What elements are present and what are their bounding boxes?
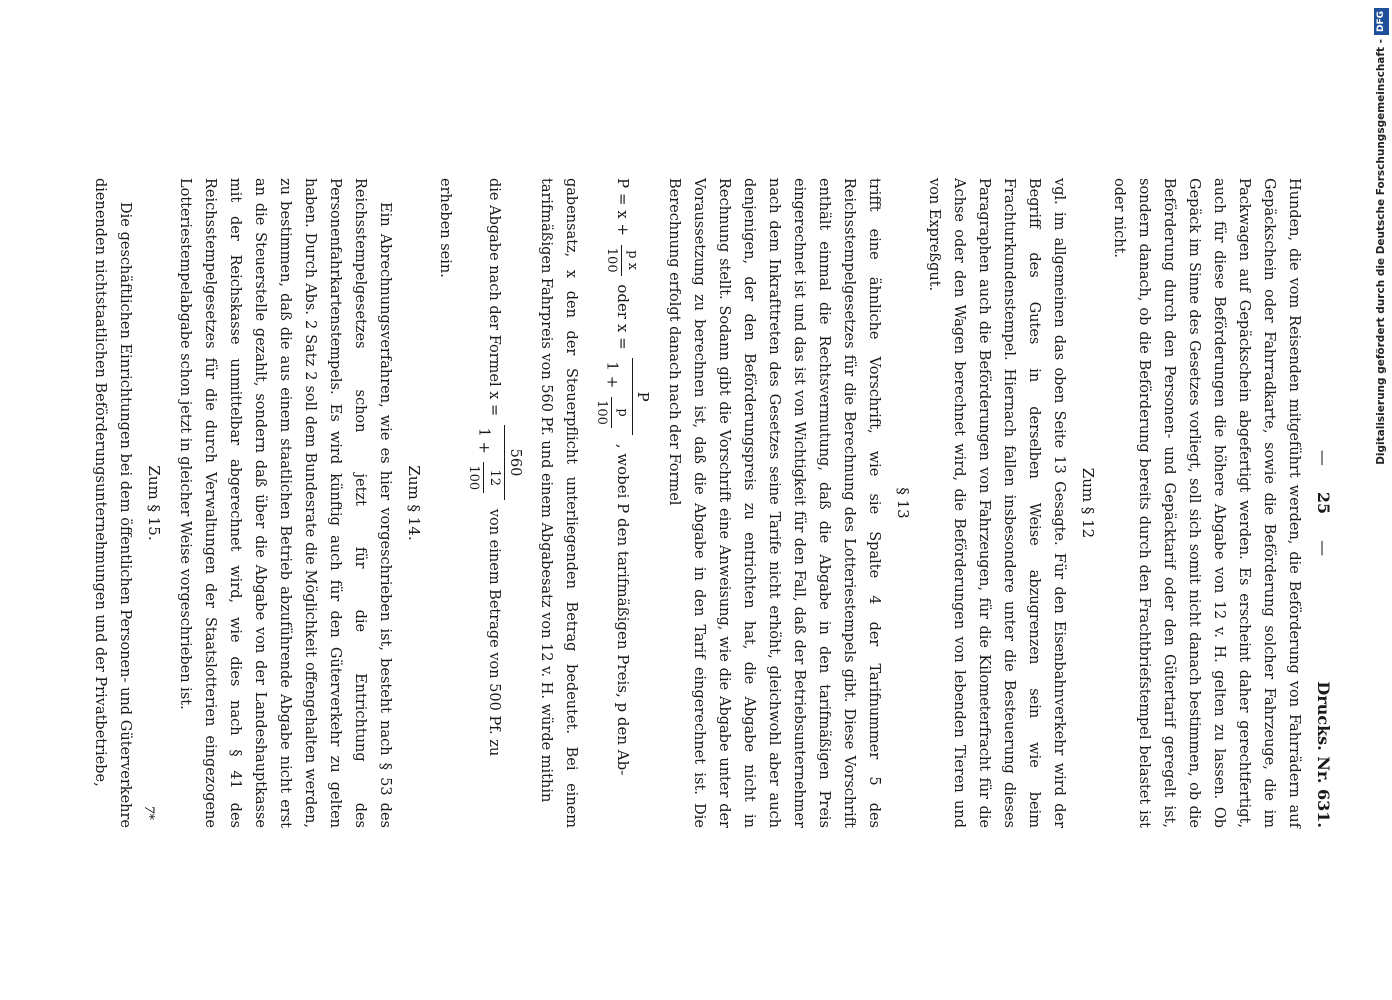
dfg-logo: DFG bbox=[1374, 8, 1389, 35]
fraction: 12 100 bbox=[463, 462, 504, 493]
paragraph: erheben sein. bbox=[437, 178, 453, 278]
dfg-credit-strip bbox=[1370, 8, 1392, 788]
document-page bbox=[92, 178, 1340, 828]
fraction: 560 1 + 12 100 bbox=[463, 425, 525, 500]
paragraph: Ein Abrechnungsverfahren, wie es hier vorgeschrieben ist, besteht nach § 53 des Reichsstempelgesetzes schon jetzt für die Entrichtung des Personenfahrkartenstempels. Es wird künftig auch für den Güterverkehr zu gelten haben. Durch Abs. 2 Satz 2 soll dem Bundesrate die Möglichkeit offengehalten werden, zu bestimmen, daß die aus einem staatlichen Betrieb abzuführende Abgabe nicht erst an die Steuerstelle gezahlt, sondern daß über die Abgabe von der Landeshauptkasse mit der Reichskasse unmittelbar abgerechnet wird, wie dies nach § 41 des Reichsstempelgesetzes für die durch Verwaltungen der Staatslotterien eingezogene Lotteriestempelabgabe schon jetzt in gleicher Weise vorgeschrieben ist. bbox=[177, 178, 393, 828]
paragraph: Hunden, die vom Reisenden mitgeführt werden, die Beförderung von Fahrrädern auf Gepäckschein oder Fahrradkarte, sowie die Beförderung solcher Fahrzeuge, die im Packwagen auf Gepäckschein abgefertigt werden. Es erscheint daher gerechtfertigt, auch für diese Beförderungen die höhere Abgabe von 12 v. H. gelten zu lassen. Ob Gepäck im Sinne des Gesetzes vorliegt, soll sich somit nicht danach bestimmen, ob die Beförderung durch den Personen- und Gepäcktarif oder den Gütertarif geregelt ist, sondern danach, ob die Beförderung bereits durch den Frachtbriefstempel belastet ist oder nicht. bbox=[1111, 178, 1302, 828]
page-number: —25— bbox=[1314, 449, 1333, 557]
section-heading-12: Zum § 12 bbox=[1079, 467, 1097, 539]
paragraph: trifft eine ähnliche Vorschrift, wie sie Spalte 4 der Tarifnummer 5 des Reichsstempelgesetzes für die Berechnung des Lotteriestempels gibt. Diese Vorschrift enthält einmal die Rechtsvermutung, daß die Abgabe in den tarifmäßigen Preis eingerechnet ist und das ist von Wichtigkeit für den Fall, daß der Betriebsunternehmer nach dem Inkrafttreten des Gesetzes seine Tarife nicht erhöht, gleichwohl aber auch denjenigen, der den Beförderungspreis zu entrichten hat, die Abgabe nicht in Rechnung stellt. Sodann gibt die Vorschrift eine Anweisung, wie die Abgabe unter der Voraussetzung zu berechnen ist, daß die Abgabe in den Tarif eingerechnet ist. Die Berechnung erfolgt danach nach der Formel bbox=[666, 178, 882, 828]
page-number-value: 25 bbox=[1314, 491, 1333, 515]
paragraph: vgl. im allgemeinen das oben Seite 13 Gesagte. Für den Eisenbahnverkehr wird der Begriff des Gutes in derselben Weise abzugrenzen sein wie beim Frachturkundenstempel. Hiernach fallen insbesondere unter die Besteuerung dieses Paragraphen auch die Beförderungen von Fahrzeugen, für die Kilometerfracht für die Achse oder den Wagen berechnet wird, die Beförderungen von lebenden Tieren und von Expreßgut. bbox=[926, 178, 1067, 828]
section-heading-13: § 13 bbox=[894, 487, 912, 519]
page-header bbox=[1306, 178, 1340, 828]
section-heading-14: Zum § 14. bbox=[405, 465, 423, 541]
fraction: p x 100 bbox=[602, 245, 643, 276]
paragraph: gabensatz, x den der Steuerpflicht unterliegenden Betrag bedeutet. Bei einem tarifmäßigen Fahrpreis von 560 Pf. und einem Abgabesatz von 12 v. H. würde mithin bbox=[538, 178, 579, 828]
formula-tax-calculation: P = x + p x 100 oder x = P 1 + p 100 , wobei P den tarifmäßigen Preis, p den Ab- bbox=[591, 178, 653, 828]
printer-signature: 7* bbox=[141, 805, 156, 820]
formula-example: die Abgabe nach der Formel x = 560 1 + 12 100 von einem Betrage von 500 Pf. zu bbox=[463, 178, 525, 828]
paragraph: Die geschäftlichen Einrichtungen bei dem öffentlichen Personen- und Güterverkehre dienenden nichtstaatlichen Beförderungsunternehmungen und der Privatbetriebe, bbox=[92, 178, 133, 828]
fraction: P 1 + p 100 bbox=[591, 358, 653, 435]
credit-text: Digitalisierung gefördert durch die Deutsche Forschungsgemeinschaft - bbox=[1375, 39, 1387, 465]
drucksache-label: Drucks. Nr. 631. bbox=[1314, 681, 1333, 828]
fraction: p 100 bbox=[591, 397, 632, 428]
section-heading-15: Zum § 15. bbox=[145, 465, 163, 541]
